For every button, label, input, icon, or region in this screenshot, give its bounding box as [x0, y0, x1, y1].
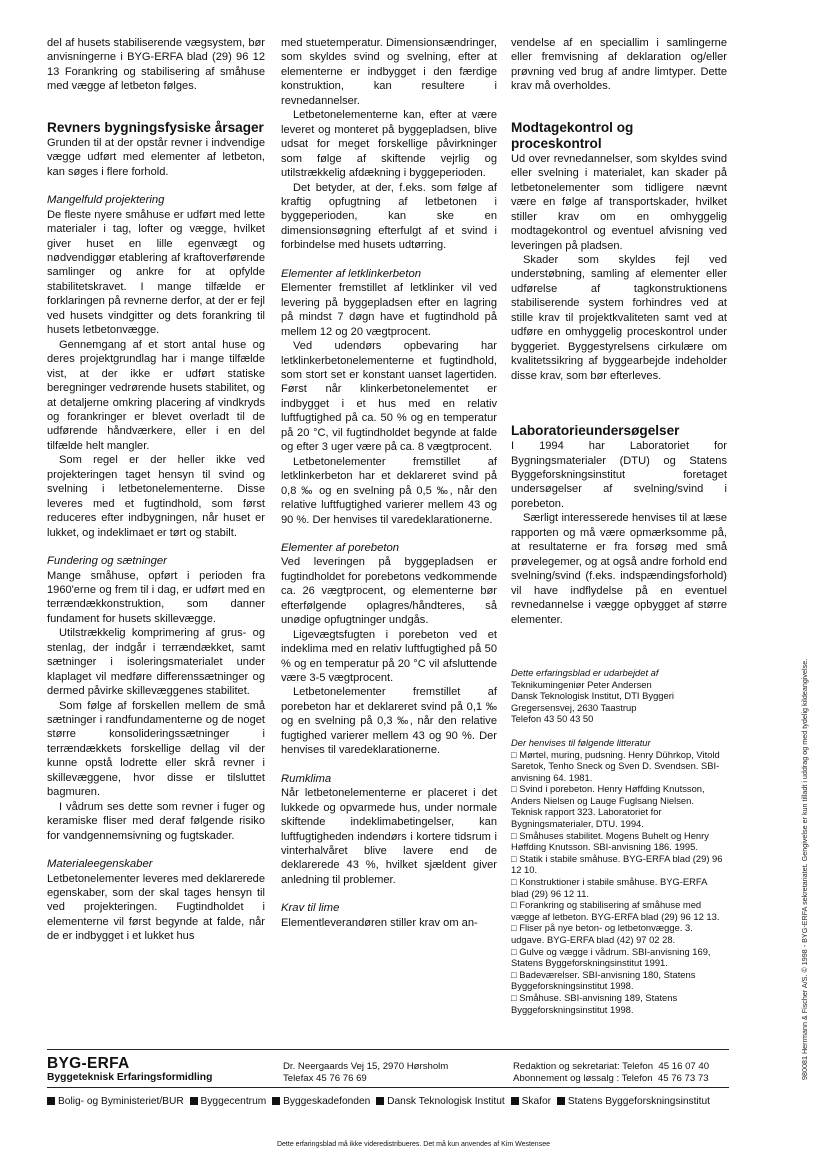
brand-name: BYG-ERFA	[47, 1055, 130, 1072]
footer-bottom-rule	[47, 1087, 729, 1088]
literature-item: □ Badeværelser. SBI-anvisning 180, Statens Byggeforskningsinstitut 1998.	[511, 968, 696, 992]
column-3	[511, 36, 727, 1015]
section-heading-laboratorie: Laboratorieundersøgelser	[511, 423, 680, 439]
literature-item: □ Svind i porebeton. Henry Høffding Knutsson, Anders Nielsen og Lauge Fuglsang Nielsen. Teknisk rapport 323. Laboratoriet for Bygningsmaterialer, DTU. 1994.	[511, 783, 705, 830]
paragraph: Skader som skyldes fejl ved understøbning, samling af elementer eller udførelse af tagkonstruktionens stabiliserende system forhindres ved at stille krav til projektkvaliteten samt ved at udføre en omhyggelig proceskontrol under byggeriet. Byggestyrelsens cirkulære om kvalitetssikring af byggearbejde indeholder disse krav, som bør efterleves.	[511, 253, 727, 382]
author-line: Gregersensvej, 2630 Taastrup	[511, 701, 637, 713]
paragraph: Elementer fremstillet af letklinker vil ved levering på byggepladsen efter en lagring på mindst 7 døgn have et fugtindhold på mellem 12 og 20 vægtprocent.	[281, 282, 497, 338]
literature-heading: Der henvises til følgende litteratur	[511, 736, 651, 748]
contact-line: Redaktion og sekretariat: Telefon 45 16 07 40	[513, 1061, 710, 1072]
author-heading: Dette erfaringsblad er udarbejdet af	[511, 666, 659, 678]
literature-item: □ Statik i stabile småhuse. BYG-ERFA blad (29) 96 12 10.	[511, 852, 723, 876]
section-heading-revner: Revners bygningsfysiske årsager	[47, 119, 264, 135]
paragraph: Særligt interesserede henvises til at læse rapporten og må være opmærksomme på, at resultaterne er fra forsøg med små prøvelegemer, og at også andre forhold end svelning/svind (f.eks. indspændingsforhold) vil have indflydelse på en eventuel revnedannelse i vægge opbygget af større elementer.	[511, 512, 727, 626]
section-heading-modtagekontrol: Modtagekontrol og proceskontrol	[511, 119, 634, 151]
fax-line: Telefax 45 76 76 69	[283, 1072, 367, 1084]
footer-top-rule	[47, 1049, 729, 1050]
column-2	[281, 36, 497, 930]
subheading-krav: Krav til lime	[281, 902, 340, 915]
paragraph: Gennemgang af et stort antal huse og deres projektgrundlag har i mange tilfælde vist, at der ikke er udført statiske beregninger vedrørende husets stabilitet, og at detaljerne omkring placering af vindkryds og forankringer er blevet overladt til de udførende håndværkere, eller i en del tilfælde helt mangler.	[47, 338, 265, 452]
literature-item: □ Gulve og vægge i vådrum. SBI-anvisning 169, Statens Byggeforskningsinstitut 1991.	[511, 945, 711, 969]
paragraph: Elementleverandøren stiller krav om an-	[281, 916, 478, 929]
paragraph: med stuetemperatur. Dimensionsændringer, som skyldes svind og svelning, efter at elementerne er indbygget i den færdige konstruktion, kan resultere i revnedannelser.	[281, 37, 497, 107]
partner-item: Skafor	[511, 1096, 551, 1107]
paragraph: Letbetonelementer fremstillet af porebeton har et deklareret svind på 0,1 ‰ og en svelning på 0,3 ‰, når den relative fugtighed varierer mellem 43 og 90 %. Der henvises til varedeklarationerne.	[281, 686, 497, 757]
partner-item: Dansk Teknologisk Institut	[376, 1096, 505, 1107]
column-1	[47, 36, 265, 944]
literature-item: □ Småhuse. SBI-anvisning 189, Statens Byggeforskningsinstitut 1998.	[511, 991, 678, 1015]
paragraph: vendelse af en speciallim i samlingerne eller fremvisning af deklaration og/eller prøvning ved brug af andre limtyper. Dette krav må overholdes.	[511, 37, 727, 93]
square-bullet-icon	[47, 1097, 55, 1105]
partner-item: Bolig- og Byministeriet/BUR	[47, 1096, 184, 1107]
subheading-fundering: Fundering og sætninger	[47, 555, 167, 568]
partner-item: Byggeskadefonden	[272, 1096, 370, 1107]
paragraph: Letbetonelementer leveres med deklarerede egenskaber, som der skal tages hensyn til ved projekteringen. Fugtindholdet i elementerne vil først begynde at falde, når de er indbygget i et lukket hus	[47, 872, 265, 943]
literature-item: □ Fliser på nye beton- og letbetonvægge. 3. udgave. BYG-ERFA blad (42) 97 02 28.	[511, 922, 693, 946]
paragraph: Som følge af forskellen mellem de små sætninger i randfundamenterne og de noget større konsolideringssætninger i terrændækkets forskellige dellag vil der kunne opstå lodrette eller skrå revner i skillevæggene, hvor disse er tilsluttet bagmuren.	[47, 699, 265, 799]
subheading-letklinker: Elementer af letklinkerbeton	[281, 267, 422, 280]
brand-subtitle: Byggeteknisk Erfaringsformidling	[47, 1072, 213, 1083]
address-block	[283, 1061, 448, 1084]
brand-block	[47, 1055, 212, 1084]
square-bullet-icon	[511, 1097, 519, 1105]
paragraph: I vådrum ses dette som revner i fuger og keramiske fliser med deraf følgende risiko for vandgennemsivning og fugtskader.	[47, 800, 265, 842]
paragraph: De fleste nyere småhuse er udført med lette materialer i tag, lofter og vægge, hvilket giver huset en lille egenvægt og nødvendiggør etablering af kraftoverførende samlinger og ankre for at opfylde stabilitetskravet. I mange tilfælde er forklaringen på revnerne derfor, at der er fejl ved husets vindgitter og dets forankring til husets letbetonvægge.	[47, 208, 265, 337]
intro-paragraph: del af husets stabiliserende vægsystem, bør anvisningerne i BYG-ERFA blad (29) 96 12 13 Forankring og stabilisering af småhuse med vægge af letbeton følges.	[47, 37, 265, 93]
author-block	[511, 667, 727, 1015]
paragraph: Det betyder, at der, f.eks. som følge af kraftig opfugtning af letbetonen i byggeperioden, kan ske en dimensionsøgning efterfulgt af et svind i forbindelse med husets udtørring.	[281, 181, 497, 252]
partner-item: Statens Byggeforskningsinstitut	[557, 1096, 710, 1107]
paragraph: Ved udendørs opbevaring har letklinkerbetonelementerne et fugtindhold, som stort set er konstant uanset lagertiden. Først når klinkerbetonelementet er indbygget i et hus med en relativ luftfugtighed på ca. 50 % og en temperatur på 20 °C, vil fugtindholdet begynde at falde og efter 3 uger være på ca. 8 vægtprocent.	[281, 340, 497, 454]
paragraph: Mange småhuse, opført i perioden fra 1960'erne og frem til i dag, er udført med en terrændækkonstruktion, som danner fundament for husets skillevægge.	[47, 569, 265, 625]
square-bullet-icon	[376, 1097, 384, 1105]
paragraph: Som regel er der heller ikke ved projekteringen taget hensyn til svind og svelning i letbetonelementerne. Disse leveres med et fugtindhold, som først reduceres efter indbygningen, når huset er lukket, og indeklimaet er tørt og stabilt.	[47, 454, 265, 539]
subheading-rumklima: Rumklima	[281, 772, 332, 785]
square-bullet-icon	[272, 1097, 280, 1105]
paragraph: Letbetonelementerne kan, efter at være leveret og monteret på byggepladsen, blive udsat for meget forskellige påvirkninger som følge af skiftende vejrlig og utilstrækkelig afdækning i byggeperioden.	[281, 109, 497, 180]
subheading-porebeton: Elementer af porebeton	[281, 541, 400, 554]
paragraph: Letbetonelementer fremstillet af letklinkerbeton har et deklareret svind på 0,8 ‰ og en svelning på 0,5 ‰, når den relative luftfugtighed varierer mellem 43 og 90 %. Der henvises til varedeklarationerne.	[281, 455, 497, 526]
literature-item: □ Forankring og stabilisering af småhuse med vægge af letbeton. BYG-ERFA blad (29) 96 12 13.	[511, 899, 720, 922]
paragraph: Når letbetonelementerne er placeret i det lukkede og opvarmede hus, under normale skiftende indeklimabetingelser, kan luftfugtigheden indendørs i kortere tidsrum i vinterhalvåret blive lavere end de deklarerede 43 %, hvilket sjældent giver anledning til problemer.	[281, 787, 497, 886]
paragraph: Ud over revnedannelser, som skyldes svind eller svelning i materialet, kan skader på letbetonelementer som tidligere nævnt være en følge af transportskader, hvilket stiller krav om en omhyggelig modtagekontrol og eventuel afvisning ved leveringen på pladsen.	[511, 152, 727, 252]
partners-bar	[47, 1096, 732, 1107]
paragraph: Ved leveringen på byggepladsen er fugtindholdet for porebetons vedkommende ca. 26 vægtprocent, og elementerne bør efterfølgende oplagres/håndteres, så unødige opfugtninger undgås.	[281, 556, 497, 627]
address-line: Dr. Neergaards Vej 15, 2970 Hørsholm	[283, 1061, 449, 1072]
distribution-note: Dette erfaringsblad må ikke videredistribueres. Det må kun anvendes af Kim Westensee	[276, 1141, 550, 1148]
subheading-mangelfuld: Mangelfuld projektering	[47, 194, 165, 207]
paragraph: Utilstrækkelig komprimering af grus- og stenlag, der indgår i terrændækket, samt sætninger i isoleringsmaterialet under klaplaget vil medføre differenssætninger og dermed påvirke skillevæggenes stabilitet.	[47, 627, 265, 698]
square-bullet-icon	[190, 1097, 198, 1105]
literature-item: □ Konstruktioner i stabile småhuse. BYG-ERFA blad (29) 96 12 11.	[511, 876, 707, 899]
contact-line: Abonnement og løssalg : Telefon 45 76 73 73	[513, 1072, 709, 1084]
paragraph: Grunden til at der opstår revner i indvendige vægge udført med elementer af letbeton, kan søges i flere forhold.	[47, 136, 265, 178]
author-line: Telefon 43 50 43 50	[511, 713, 594, 725]
literature-item: □ Mørtel, muring, pudsning. Henry Dührkop, Vitold Saretok, Tenho Sneck og Sven D. Svendsen. SBI-anvisning 64. 1981.	[511, 748, 720, 783]
square-bullet-icon	[557, 1097, 565, 1105]
paragraph: Ligevægtsfugten i porebeton ved et indeklima med en relativ luftfugtighed på 50 % og en temperatur på 20 °C vil afsluttende være 3-5 vægtprocent.	[281, 628, 497, 685]
author-line: Dansk Teknologisk Institut, DTI Byggeri	[511, 690, 674, 702]
literature-item: □ Småhuses stabilitet. Mogens Buhelt og Henry Høffding Knutsson. SBI-anvisning 186. 1995.	[511, 829, 709, 853]
contact-block	[513, 1061, 709, 1084]
copyright-sidenote: 980081 Herrmann & Fischer A/S. © 1998 - BYG-ERFA sekretariatet. Gengivelse er kun tilladt i uddrag og med tydelig kildeangivelse.	[800, 658, 809, 1080]
partner-item: Byggecentrum	[190, 1096, 267, 1107]
paragraph: I 1994 har Laboratoriet for Bygningsmaterialer (DTU) og Statens Byggeforskningsinstitut foretaget undersøgelser af svelning/svind i porebeton.	[511, 440, 727, 510]
author-line: Teknikumingeniør Peter Andersen	[511, 678, 652, 690]
subheading-materiale: Materialeegenskaber	[47, 858, 153, 871]
